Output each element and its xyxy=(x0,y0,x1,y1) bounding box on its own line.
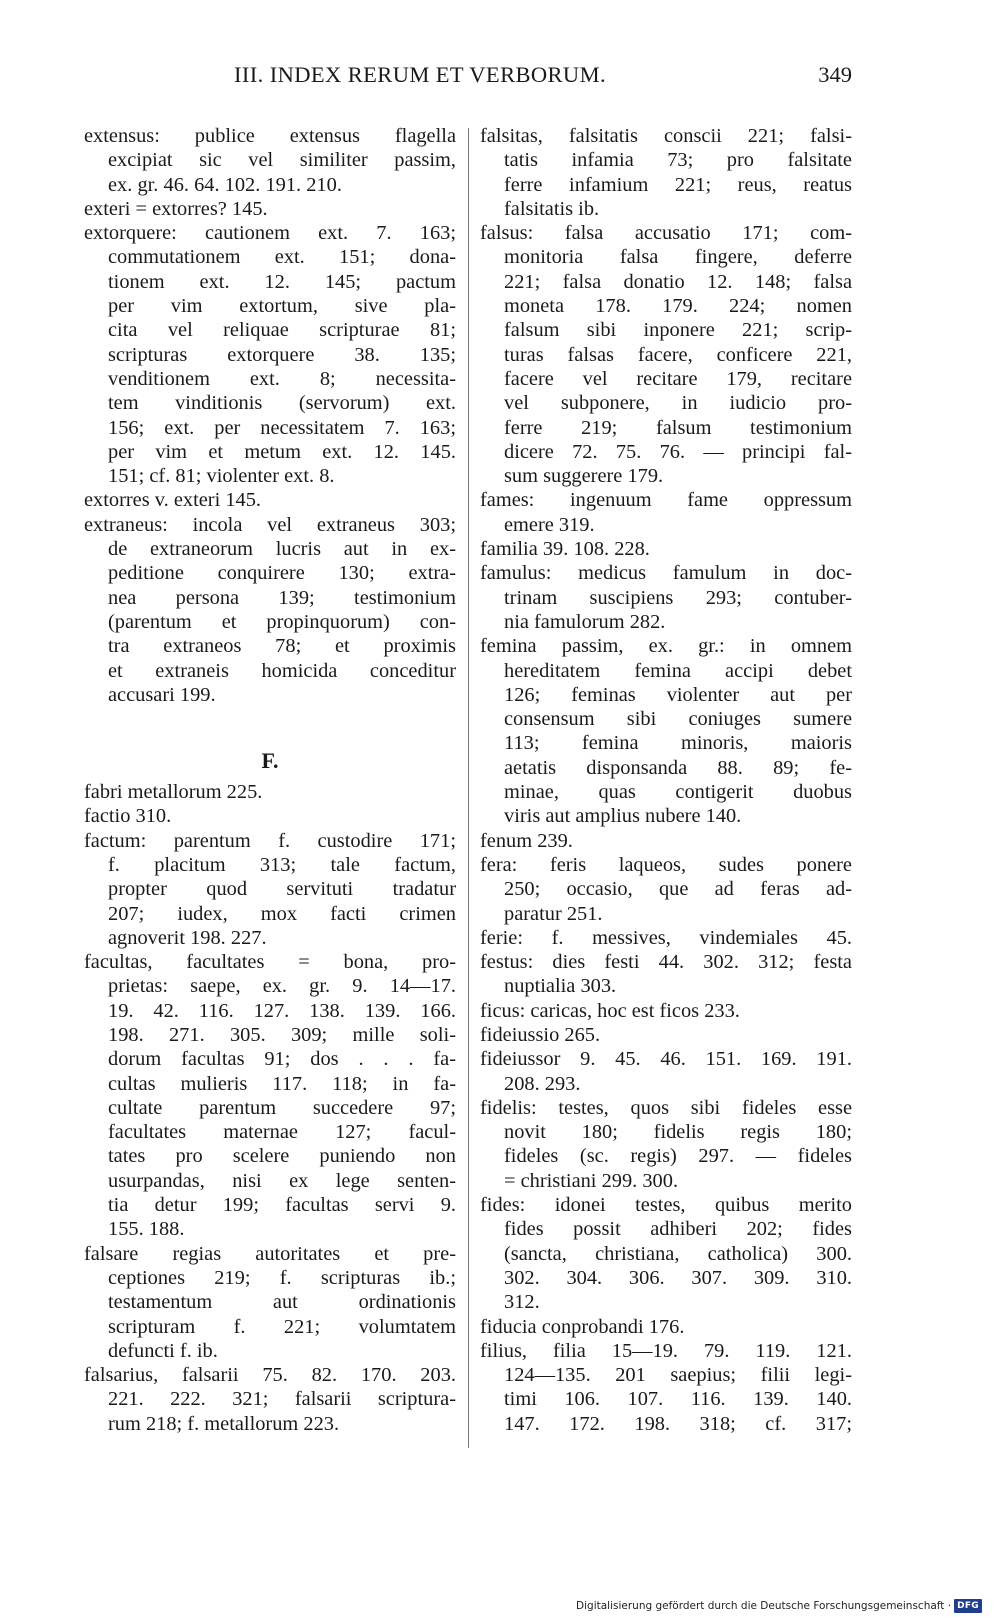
index-entry-continuation: emere 319. xyxy=(504,513,595,536)
index-entry-line: facultas, facultates = bona, pro- xyxy=(84,951,456,974)
index-entry-continuation: propter quod servituti tradatur xyxy=(108,878,456,901)
index-entry-continuation: moneta 178. 179. 224; nomen xyxy=(504,295,852,318)
index-entry-continuation: sum suggerere 179. xyxy=(504,465,664,488)
index-entry-line: falsare regias autoritates et pre- xyxy=(84,1242,456,1265)
index-entry-continuation: paratur 251. xyxy=(504,902,603,925)
footer-credit xyxy=(576,1597,982,1615)
index-entry-continuation: agnoverit 198. 227. xyxy=(108,926,267,949)
index-entry-continuation: peditione conquirere 130; extra- xyxy=(108,562,456,585)
index-entry-continuation: 250; occasio, que ad feras ad- xyxy=(504,878,852,901)
index-entry-continuation: tia detur 199; facultas servi 9. xyxy=(108,1194,456,1217)
index-entry-continuation: ferre infamium 221; reus, reatus xyxy=(504,173,852,196)
index-entry-continuation: de extraneorum lucris aut in ex- xyxy=(108,538,456,561)
index-entry-line: extensus: publice extensus flagella xyxy=(84,125,456,147)
index-entry-continuation: defuncti f. ib. xyxy=(108,1339,218,1362)
index-entry-continuation: ex. gr. 46. 64. 102. 191. 210. xyxy=(108,173,342,196)
index-entry-continuation: 151; cf. 81; violenter ext. 8. xyxy=(108,465,335,488)
index-entry-continuation: cultate parentum succedere 97; xyxy=(108,1096,456,1119)
index-entry-line: extorquere: cautionem ext. 7. 163; xyxy=(84,222,456,245)
index-entry-continuation: 312. xyxy=(504,1291,540,1314)
index-entry-line: ferie: f. messives, vindemiales 45. xyxy=(480,926,852,949)
index-entry-continuation: 156; ext. per necessitatem 7. 163; xyxy=(108,416,456,439)
index-entry-line: fames: ingenuum fame oppressum xyxy=(480,489,852,512)
page-title: III. INDEX RERUM ET VERBORUM. xyxy=(234,62,607,87)
index-entry-line: filius, filia 15—19. 79. 119. 121. xyxy=(480,1339,852,1362)
index-entry-continuation: f. placitum 313; tale factum, xyxy=(108,853,456,876)
index-entry-continuation: (parentum et propinquorum) con- xyxy=(108,610,456,633)
column-divider xyxy=(468,128,469,1448)
index-entry-continuation: nuptialia 303. xyxy=(504,975,617,998)
index-entry-continuation: 221. 222. 321; falsarii scriptura- xyxy=(108,1388,456,1411)
index-entry-continuation: et extraneis homicida conceditur xyxy=(108,659,456,682)
index-entry-continuation: per vim extortum, sive pla- xyxy=(108,295,456,318)
index-entry-continuation: (sancta, christiana, catholica) 300. xyxy=(504,1242,852,1265)
index-entry-line: famulus: medicus famulum in doc- xyxy=(480,562,852,585)
index-entry-continuation: facere vel recitare 179, recitare xyxy=(504,367,852,390)
index-entry-continuation: commutationem ext. 151; dona- xyxy=(108,246,456,269)
index-entry-continuation: falsitatis ib. xyxy=(504,197,600,220)
index-entry-line: falsus: falsa accusatio 171; com- xyxy=(480,222,852,245)
index-entry-continuation: tatis infamia 73; pro falsitate xyxy=(504,149,852,172)
index-entry-line: factio 310. xyxy=(84,805,172,828)
index-entry-continuation: hereditatem femina accipi debet xyxy=(504,659,852,682)
section-heading: F. xyxy=(261,748,279,774)
index-entry-continuation: scripturas extorquere 38. 135; xyxy=(108,343,456,366)
index-entry-continuation: usurpandas, nisi ex lege senten- xyxy=(108,1169,456,1192)
index-entry-continuation: dicere 72. 75. 76. — principi fal- xyxy=(504,440,852,463)
index-entry-continuation: 19. 42. 116. 127. 138. 139. 166. xyxy=(108,999,456,1022)
running-header xyxy=(84,62,852,98)
index-entry-continuation: venditionem ext. 8; necessita- xyxy=(108,367,456,390)
index-entry-continuation: = christiani 299. 300. xyxy=(504,1169,679,1192)
index-entry-continuation: trinam suscipiens 293; contuber- xyxy=(504,586,852,609)
index-entry-line: festus: dies festi 44. 302. 312; festa xyxy=(480,951,852,974)
index-entry-continuation: accusari 199. xyxy=(108,683,216,706)
index-entry-line: factum: parentum f. custodire 171; xyxy=(84,829,456,852)
index-entry-continuation: timi 106. 107. 116. 139. 140. xyxy=(504,1388,852,1411)
index-entry-continuation: aetatis disponsanda 88. 89; fe- xyxy=(504,756,852,779)
index-entry-continuation: 198. 271. 305. 309; mille soli- xyxy=(108,1023,456,1046)
index-entry-continuation: tionem ext. 12. 145; pactum xyxy=(108,270,456,293)
index-entry-line: extorres v. exteri 145. xyxy=(84,489,262,512)
index-entry-line: fiducia conprobandi 176. xyxy=(480,1315,685,1338)
index-entry-continuation: fides possit adhiberi 202; fides xyxy=(504,1218,852,1241)
index-entry-continuation: monitoria falsa fingere, deferre xyxy=(504,246,852,269)
index-entry-continuation: per vim et metum ext. 12. 145. xyxy=(108,440,456,463)
page-number: 349 xyxy=(818,62,852,87)
index-entry-continuation: vel subponere, in iudicio pro- xyxy=(504,392,852,415)
index-entry-continuation: 147. 172. 198. 318; cf. 317; xyxy=(504,1412,852,1435)
index-entry-line: falsarius, falsarii 75. 82. 170. 203. xyxy=(84,1364,456,1387)
index-entry-line: fides: idonei testes, quibus merito xyxy=(480,1194,852,1217)
index-entry-line: fideiussio 265. xyxy=(480,1023,601,1046)
index-entry-continuation: excipiat sic vel similiter passim, xyxy=(108,149,456,172)
index-entry-continuation: 208. 293. xyxy=(504,1072,581,1095)
index-entry-line: fideiussor 9. 45. 46. 151. 169. 191. xyxy=(480,1048,852,1071)
index-entry-line: falsitas, falsitatis conscii 221; falsi- xyxy=(480,125,852,147)
index-entry-line: ficus: caricas, hoc est ficos 233. xyxy=(480,999,740,1022)
index-entry-continuation: ferre 219; falsum testimonium xyxy=(504,416,852,439)
index-entry-continuation: tates pro scelere puniendo non xyxy=(108,1145,456,1168)
index-entry-line: fera: feris laqueos, sudes ponere xyxy=(480,853,852,876)
index-entry-continuation: nea persona 139; testimonium xyxy=(108,586,456,609)
index-entry-continuation: fideles (sc. regis) 297. — fideles xyxy=(504,1145,852,1168)
index-entry-continuation: 302. 304. 306. 307. 309. 310. xyxy=(504,1266,852,1289)
index-entry-continuation: minae, quas contigerit duobus xyxy=(504,781,852,804)
index-entry-continuation: turas falsas facere, conficere 221, xyxy=(504,343,852,366)
index-entry-line: fidelis: testes, quos sibi fideles esse xyxy=(480,1096,852,1119)
index-entry-continuation: testamentum aut ordinationis xyxy=(108,1291,456,1314)
index-entry-continuation: novit 180; fidelis regis 180; xyxy=(504,1121,852,1144)
index-entry-continuation: ceptiones 219; f. scripturas ib.; xyxy=(108,1266,456,1289)
right-column xyxy=(480,124,852,1436)
index-entry-continuation: nia famulorum 282. xyxy=(504,610,666,633)
index-entry-continuation: tra extraneos 78; et proximis xyxy=(108,635,456,658)
index-entry-continuation: cultas mulieris 117. 118; in fa- xyxy=(108,1072,456,1095)
index-entry-continuation: dorum facultas 91; dos . . . fa- xyxy=(108,1048,456,1071)
index-entry-continuation: 124—135. 201 saepius; filii legi- xyxy=(504,1364,852,1387)
index-entry-line: fenum 239. xyxy=(480,829,573,852)
index-entry-continuation: facultates maternae 127; facul- xyxy=(108,1121,456,1144)
index-entry-continuation: 155. 188. xyxy=(108,1218,185,1241)
index-entry-continuation: prietas: saepe, ex. gr. 9. 14—17. xyxy=(108,975,456,998)
index-entry-line: fabri metallorum 225. xyxy=(84,781,263,804)
index-entry-continuation: 221; falsa donatio 12. 148; falsa xyxy=(504,270,852,293)
index-entry-continuation: 113; femina minoris, maioris xyxy=(504,732,852,755)
index-entry-continuation: rum 218; f. metallorum 223. xyxy=(108,1412,340,1435)
index-entry-line: exteri = extorres? 145. xyxy=(84,197,268,220)
index-entry-continuation: consensum sibi coniuges sumere xyxy=(504,708,852,731)
dfg-logo: DFG xyxy=(954,1599,982,1613)
index-entry-continuation: 126; feminas violenter aut per xyxy=(504,683,852,706)
left-column xyxy=(84,124,456,1436)
index-entry-line: femina passim, ex. gr.: in omnem xyxy=(480,635,852,658)
index-entry-continuation: cita vel reliquae scripturae 81; xyxy=(108,319,456,342)
index-entry-continuation: 207; iudex, mox facti crimen xyxy=(108,902,456,925)
index-entry-continuation: scripturam f. 221; volumtatem xyxy=(108,1315,456,1338)
index-entry-continuation: tem vinditionis (servorum) ext. xyxy=(108,392,456,415)
index-entry-line: familia 39. 108. 228. xyxy=(480,538,650,561)
index-entry-continuation: falsum sibi inponere 221; scrip- xyxy=(504,319,852,342)
index-entry-continuation: viris aut amplius nubere 140. xyxy=(504,805,742,828)
footer-text: Digitalisierung gefördert durch die Deutsche Forschungsgemeinschaft · xyxy=(576,1600,952,1612)
index-entry-line: extraneus: incola vel extraneus 303; xyxy=(84,513,456,536)
spacer xyxy=(84,707,456,731)
